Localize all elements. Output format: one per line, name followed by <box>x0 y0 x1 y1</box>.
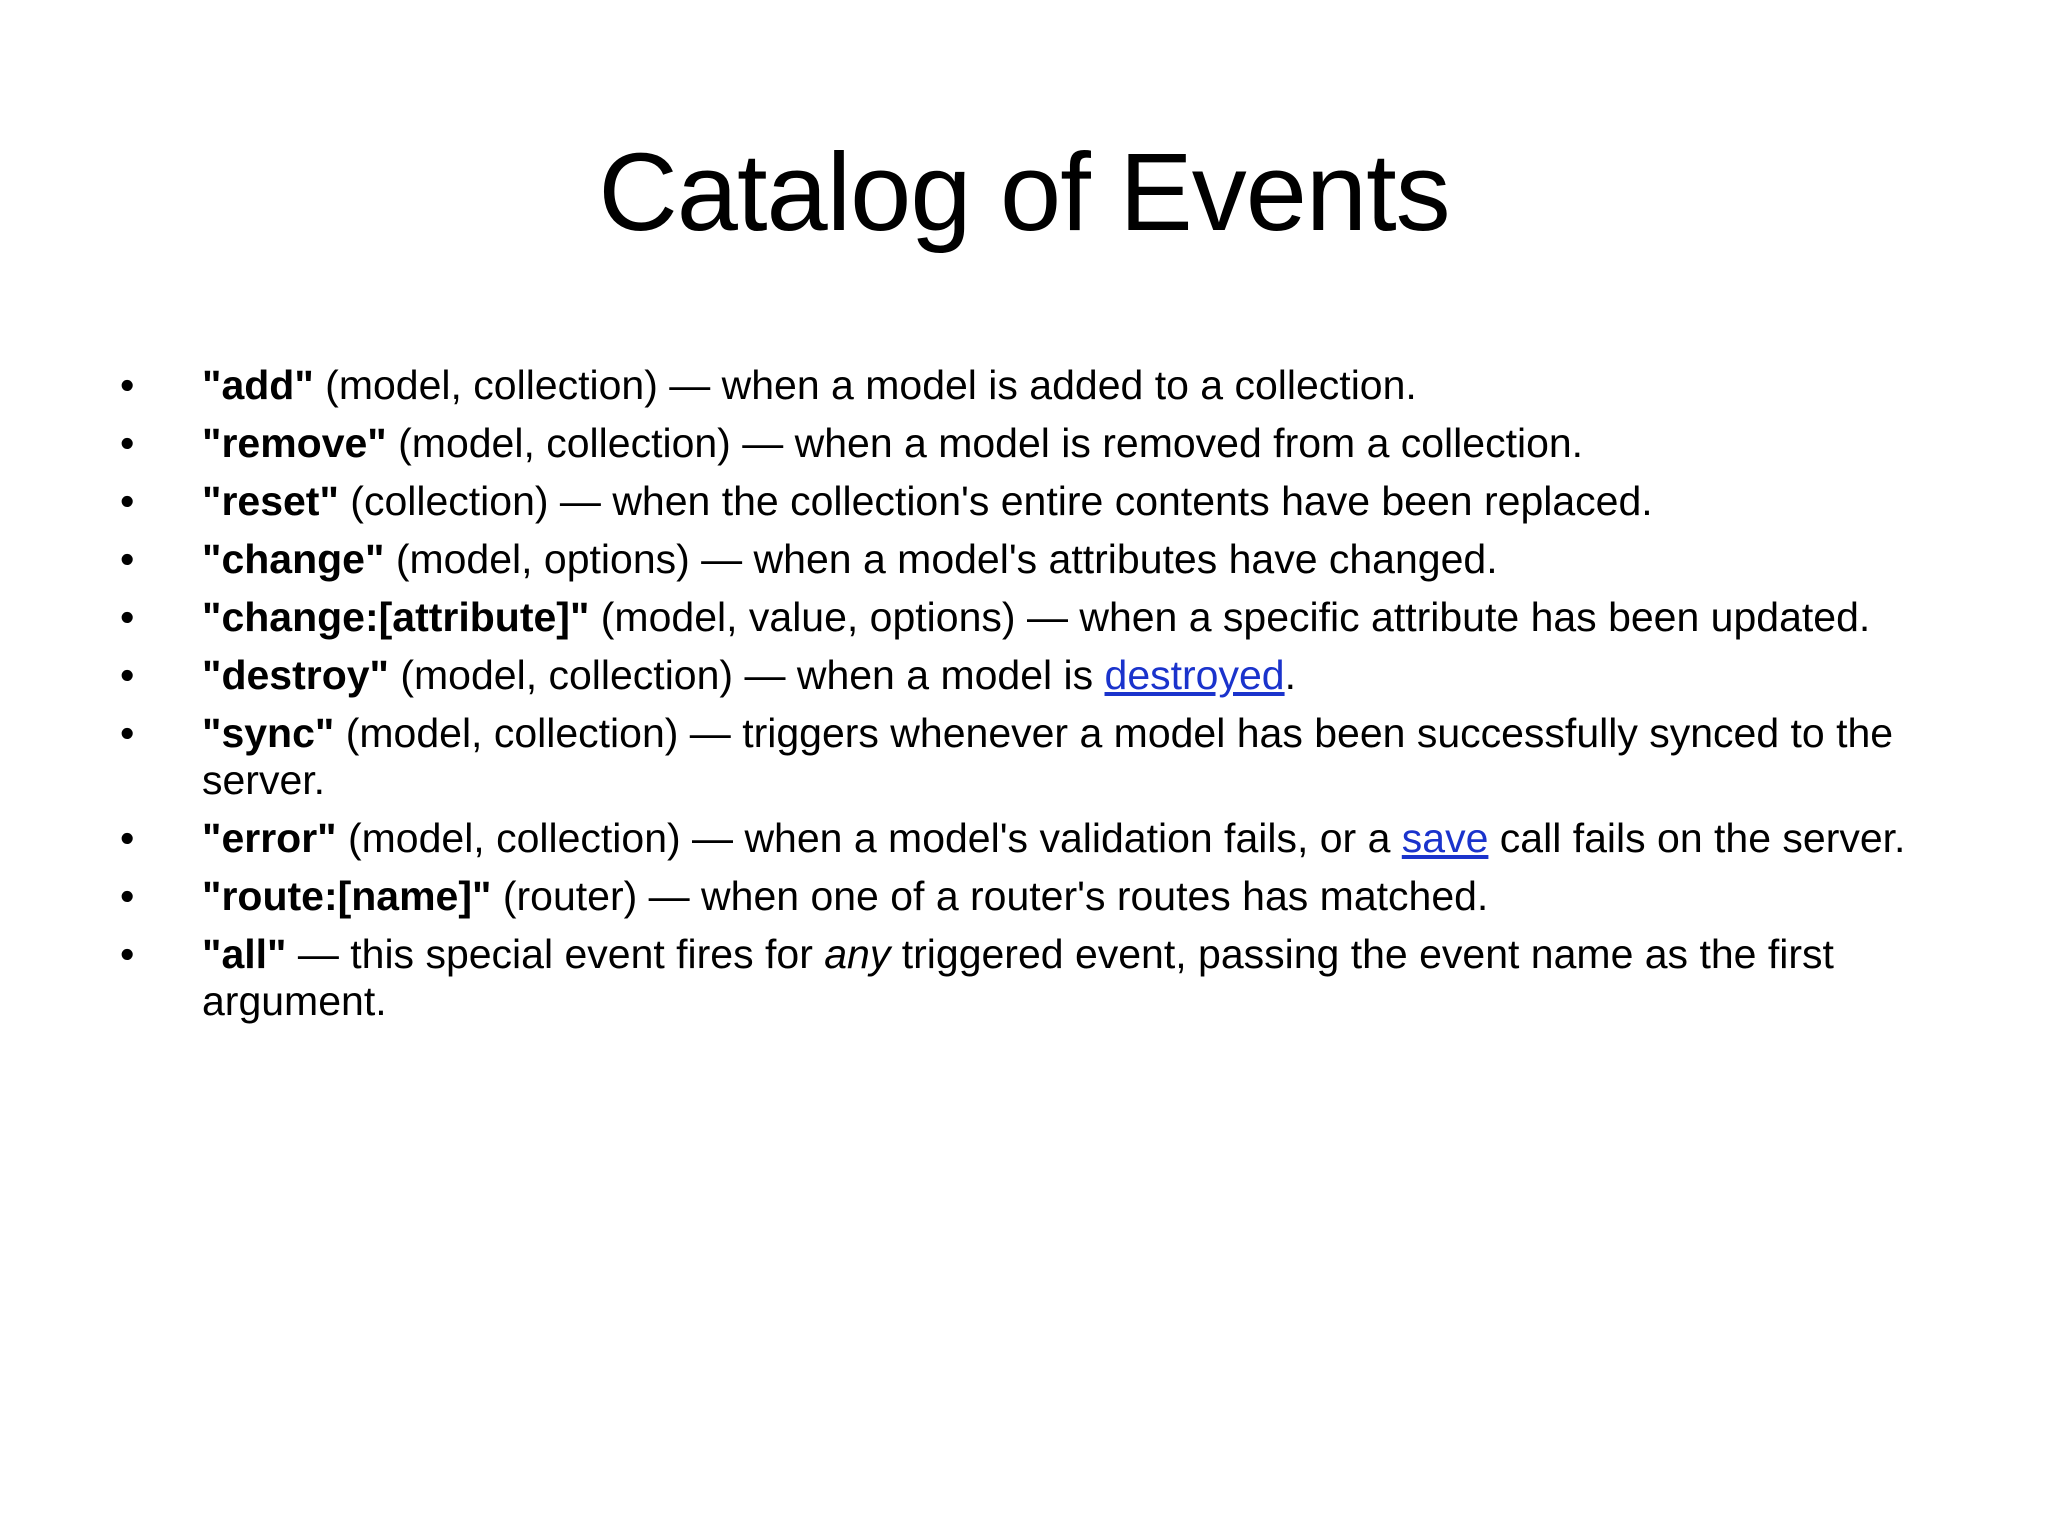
slide-title: Catalog of Events <box>598 131 1450 254</box>
event-name: "route:[name]" <box>202 873 492 919</box>
event-name: "add" <box>202 362 314 408</box>
event-description-end: call fails on the server. <box>1488 815 1906 861</box>
bullet-icon: • <box>120 710 135 756</box>
list-item-add <box>120 362 1920 409</box>
event-description: (model, collection) — when a model is <box>388 652 1105 698</box>
destroyed-link[interactable]: destroyed <box>1104 652 1285 698</box>
event-name: "change" <box>202 536 385 582</box>
event-list <box>120 362 1920 1036</box>
bullet-icon: • <box>120 420 135 466</box>
list-item-route <box>120 873 1920 920</box>
list-item-change-attribute <box>120 594 1920 641</box>
event-description: (model, collection) — triggers whenever a model has been successfully synced to the server. <box>202 710 1894 803</box>
save-link[interactable]: save <box>1401 815 1489 861</box>
list-item-reset <box>120 478 1920 525</box>
list-item-all <box>120 931 1920 1025</box>
list-item-remove <box>120 420 1920 467</box>
bullet-icon: • <box>120 815 135 861</box>
bullet-icon: • <box>120 594 135 640</box>
bullet-icon: • <box>120 362 135 408</box>
bullet-icon: • <box>120 536 135 582</box>
event-name: "change:[attribute]" <box>202 594 590 640</box>
event-description: — this special event fires for <box>286 931 825 977</box>
event-description: (router) — when one of a router's routes has matched. <box>491 873 1489 919</box>
event-description: (model, options) — when a model's attributes have changed. <box>384 536 1498 582</box>
bullet-icon: • <box>120 931 135 977</box>
event-name: "reset" <box>202 478 339 524</box>
event-description-end: . <box>1284 652 1296 698</box>
event-description: (model, value, options) — when a specific attribute has been updated. <box>589 594 1871 640</box>
list-item-error <box>120 815 1920 862</box>
event-description: (model, collection) — when a model's validation fails, or a <box>336 815 1402 861</box>
list-item-change <box>120 536 1920 583</box>
event-description-end: triggered event, passing the event name as the first argument. <box>202 931 1834 1024</box>
bullet-icon: • <box>120 873 135 919</box>
event-name: "sync" <box>202 710 335 756</box>
list-item-sync <box>120 710 1920 804</box>
bullet-icon: • <box>120 478 135 524</box>
list-item-destroy <box>120 652 1920 699</box>
event-description: (model, collection) — when a model is added to a collection. <box>313 362 1417 408</box>
event-name: "all" <box>202 931 287 977</box>
event-name: "error" <box>202 815 337 861</box>
event-description: (model, collection) — when a model is removed from a collection. <box>386 420 1584 466</box>
emphasis-any: any <box>824 931 891 977</box>
event-description: (collection) — when the collection's entire contents have been replaced. <box>338 478 1653 524</box>
bullet-icon: • <box>120 652 135 698</box>
event-name: "destroy" <box>202 652 389 698</box>
event-name: "remove" <box>202 420 387 466</box>
